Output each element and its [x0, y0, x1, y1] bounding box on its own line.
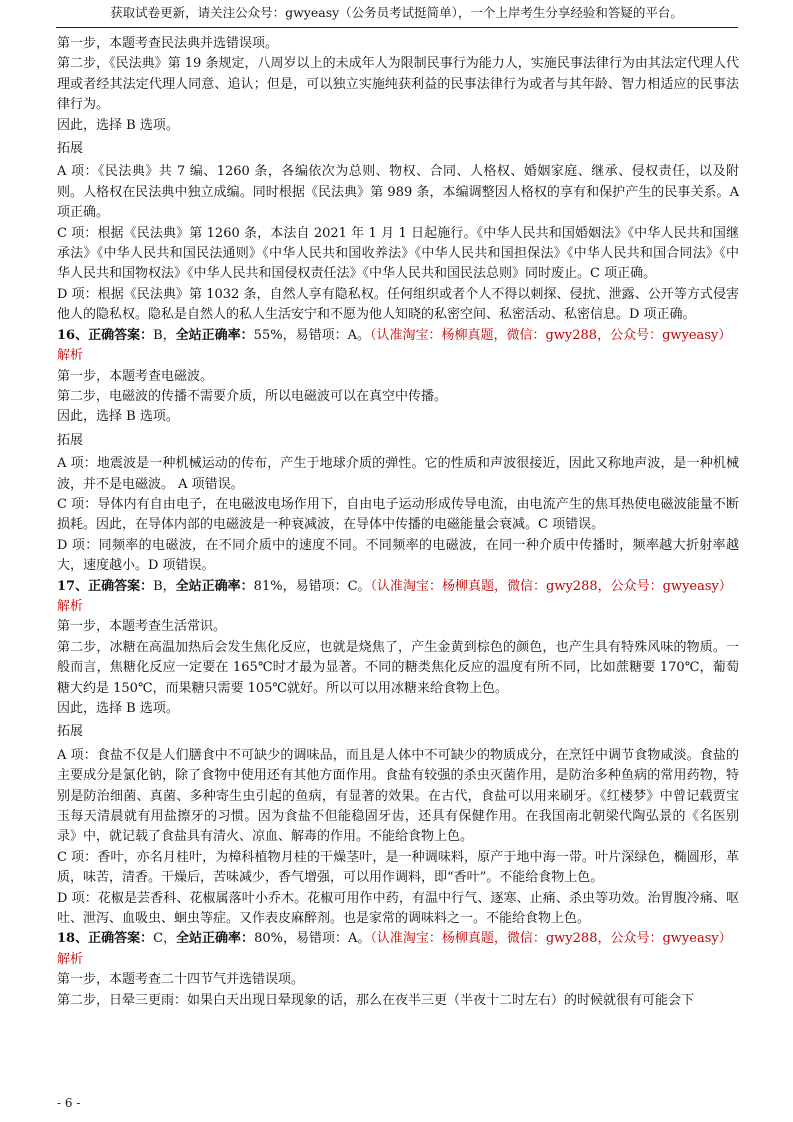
header-divider [56, 27, 738, 28]
q17-conclusion: 因此，选择 B 选项。 [57, 701, 179, 716]
q15-option-c: C 项：根据《民法典》第 1260 条，本法自 2021 年 1 月 1 日起施行。《中华人民共和国婚姻法》《中华人民共和国继承法》《中华人民共和国民法通则》《中华人民共和国收养法》《中华人民共和国担保法》《中华人民共和国合同法》《中华人民共和国物权法》《中华人民共和国侵权责任法》《中华人民共和国民法总则》同时废止。C 项正确。 [57, 225, 739, 282]
q18-answer-label: 18、正确答案： [57, 931, 154, 947]
q17-step1: 第一步，本题考查生活常识。 [57, 619, 227, 635]
q18-rate-label: 全站正确率： [176, 931, 255, 947]
q18-step1: 第一步，本题考查二十四节气并选错误项。 [57, 972, 305, 988]
q16-answer-label: 16、正确答案： [57, 327, 154, 343]
q17-rate-label: 全站正确率： [175, 578, 254, 594]
q18-jiexi: 解析 [57, 951, 84, 967]
q16-step1: 第一步，本题考查电磁波。 [57, 368, 214, 384]
q16-option-d: D 项：同频率的电磁波，在不同介质中的速度不同。不同频率的电磁波，在同一种介质中传播时，频率越大折射率越大，速度越小。D 项错误。 [57, 537, 739, 574]
q16-answer-value: B， [153, 327, 176, 343]
q17-answer-value: B， [153, 578, 176, 594]
q18-promo: （认准淘宝：杨柳真题，微信：gwy288，公众号：gwyeasy） [370, 931, 732, 947]
q17-answer-line [57, 577, 739, 597]
q15-conclusion: 因此，选择 B 选项。 [57, 117, 179, 133]
q16-promo: （认准淘宝：杨柳真题，微信：gwy288，公众号：gwyeasy） [369, 327, 732, 343]
q18-answer-line [57, 929, 739, 949]
q17-jiexi: 解析 [57, 598, 84, 614]
q17-promo: （认准淘宝：杨柳真题，微信：gwy288，公众号：gwyeasy） [370, 578, 732, 594]
q15-option-a: A 项：《民法典》共 7 编、1260 条，各编依次为总则、物权、合同、人格权、婚姻家庭、继承、侵权责任，以及附则。人格权在民法典中独立成编。同时根据《民法典》第 989 条，本编调整因人格权的享有和保护产生的民事关系。A 项正确。 [57, 164, 739, 221]
q15-step1: 第一步，本题考查民法典并选错误项。 [57, 36, 279, 51]
q16-step2: 第二步，电磁波的传播不需要介质，所以电磁波可以在真空中传播。 [57, 388, 448, 404]
q15-option-d: D 项：根据《民法典》第 1032 条，自然人享有隐私权。任何组织或者个人不得以刺探、侵扰、泄露、公开等方式侵害他人的隐私权。隐私是自然人的私人生活安宁和不愿为他人知晓的私密空间、私密活动、私密信息。D 项正确。 [57, 286, 739, 323]
q17-answer-label: 17、正确答案： [57, 578, 154, 594]
q16-jiexi: 解析 [57, 348, 84, 364]
page-content [57, 34, 739, 1011]
q18-answer-value: C， [153, 931, 177, 947]
q16-rate-label: 全站正确率： [175, 327, 254, 343]
q17-option-d: D 项：花椒是芸香科、花椒属落叶小乔木。花椒可用作中药，有温中行气、逐寒、止痛、杀虫等功效。治胃腹冷痛、呕吐、泄泻、血吸虫、蛔虫等症。又作表皮麻醉剂。也是家常的调味料之一。不能给食物上色。 [57, 890, 739, 927]
page-header: 获取试卷更新，请关注公众号：gwyeasy（公务员考试挺简单），一个上岸考生分享经验和答疑的平台。 [110, 5, 683, 20]
q17-tuozhan: 拓展 [57, 724, 84, 740]
q17-option-a: A 项：食盐不仅是人们膳食中不可缺少的调味品，而且是人体中不可缺少的物质成分，在烹饪中调节食物咸淡。食盐的主要成分是氯化钠，除了食物中使用还有其他方面作用。食盐有较强的杀虫灭菌作用，是防治多种鱼病的常用药物，特别是防治细菌、真菌、多种寄生虫引起的鱼病，有显著的效果。在古代，食盐可以用来刷牙。《红楼梦》中曾记载贾宝玉每天清晨就有用盐擦牙的习惯。因为食盐不但能稳固牙齿，还具有保健作用。在我国南北朝梁代陶弘景的《名医别录》中，就记载了食盐具有清火、凉血、解毒的作用。不能给食物上色。 [57, 747, 739, 845]
q16-answer-line [57, 326, 739, 346]
q16-tuozhan: 拓展 [57, 432, 84, 448]
q16-conclusion: 因此，选择 B 选项。 [57, 409, 179, 425]
q17-option-c: C 项：香叶，亦名月桂叶，为樟科植物月桂的干燥茎叶，是一种调味料，原产于地中海一带。叶片深绿色，椭圆形，革质，味苦，清香。干燥后，苦味减少，香气增强，可以用作调料，即“香叶”。不能给食物上色。 [57, 849, 739, 886]
q17-step2: 第二步，冰糖在高温加热后会发生焦化反应，也就是烧焦了，产生金黄到棕色的颜色，也产生具有特殊风味的物质。一般而言，焦糖化反应一定要在 165℃时才最为显著。不同的糖类焦化反应的温度有所不同，比如蔗糖要 170℃，葡萄糖大约是 150℃，而果糖只需要 105℃就好。所以可以用冰糖来给食物上色。 [57, 639, 739, 696]
q16-option-c: C 项：导体内有自由电子，在电磁波电场作用下，自由电子运动形成传导电流，由电流产生的焦耳热使电磁波能量不断损耗。因此，在导体内部的电磁波是一种衰减波，在导体中传播的电磁能量会衰减。C 项错误。 [57, 496, 739, 533]
q18-rate-value: 80%，易错项：A。 [254, 931, 371, 947]
q15-step2: 第二步，《民法典》第 19 条规定，八周岁以上的未成年人为限制民事行为能力人，实施民事法律行为由其法定代理人代理或者经其法定代理人同意、追认；但是，可以独立实施纯获利益的民事法律行为或者与其年龄、智力相适应的民事法律行为。 [57, 56, 739, 113]
q16-rate-value: 55%，易错项：A。 [253, 327, 370, 343]
q16-option-a: A 项：地震波是一种机械运动的传布，产生于地球介质的弹性。它的性质和声波很接近，因此又称地声波，是一种机械波，并不是电磁波。 A 项错误。 [57, 456, 739, 492]
q18-step2: 第二步，日晕三更雨：如果白天出现日晕现象的话，那么在夜半三更（半夜十二时左右）的时候就很有可能会下 [57, 992, 695, 1008]
q15-tuozhan: 拓展 [57, 141, 84, 157]
page-number: - 6 - [57, 1096, 81, 1110]
q17-rate-value: 81%，易错项：C。 [253, 578, 371, 594]
